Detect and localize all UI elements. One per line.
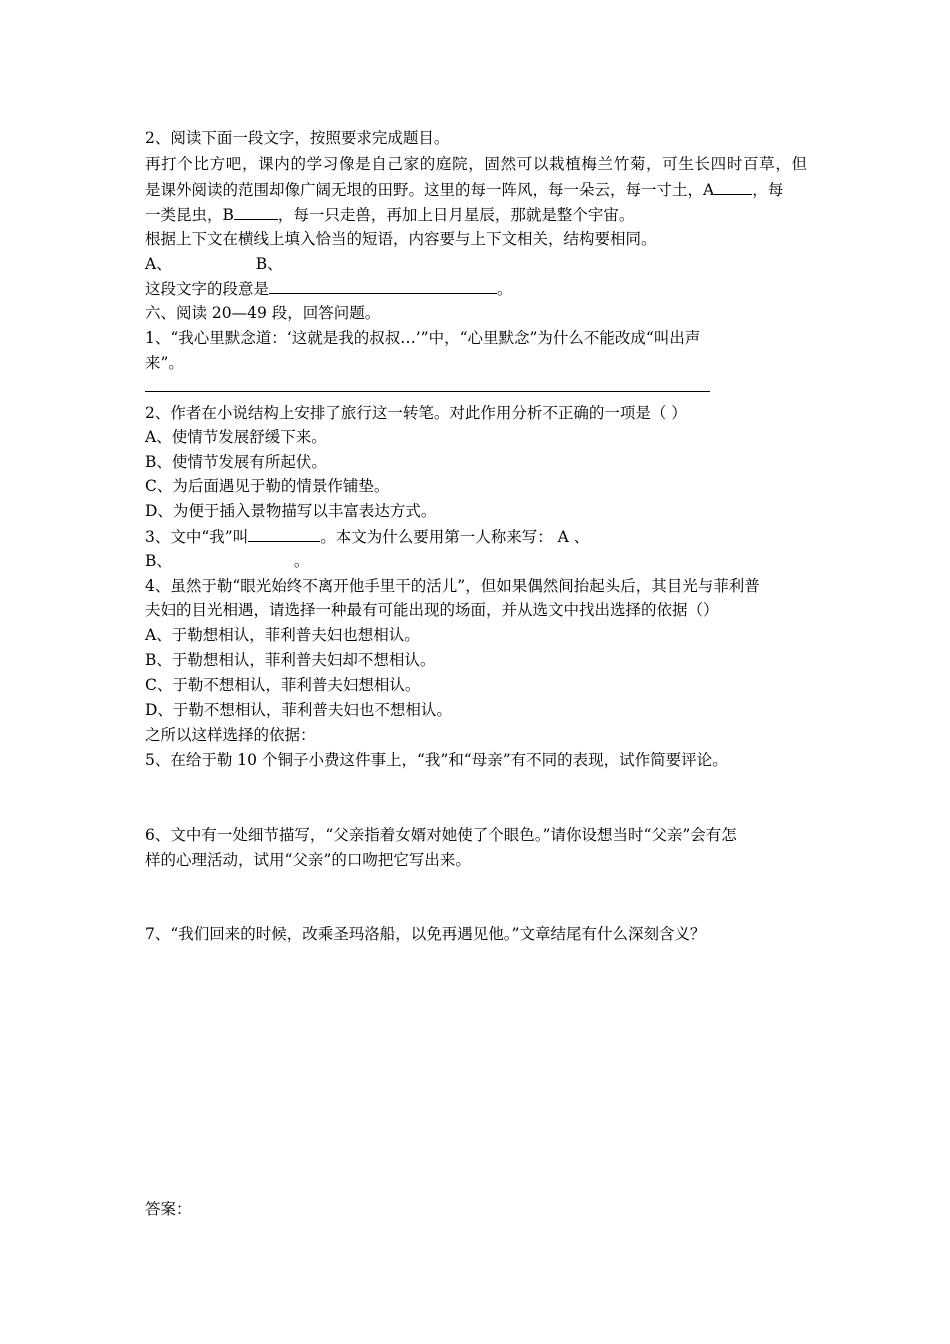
s6-q2-option-a: A、使情节发展舒缓下来。 bbox=[145, 428, 327, 446]
q2-p3-tail: ，每一只走兽，再加上日月星辰，那就是整个宇宙。 bbox=[277, 206, 635, 224]
s6-q5: 5、在给于勒 10 个铜子小费这件事上，“我”和“母亲”有不同的表现，试作简要评论。 bbox=[145, 751, 728, 769]
q2-paragraph-line-3 bbox=[145, 204, 634, 225]
q2-heading: 2、阅读下面一段文字，按照要求完成题目。 bbox=[145, 129, 450, 147]
s6-q1-line-1: 1、“我心里默念道：‘这就是我的叔叔…’”中，“心里默念”为什么不能改成“叫出声 bbox=[145, 329, 701, 347]
s6-q1-answer-line[interactable] bbox=[145, 391, 710, 392]
s6-q3-b-end: 。 bbox=[293, 552, 310, 570]
s6-q3-blank[interactable] bbox=[248, 526, 320, 542]
q2-instruction: 根据上下文在横线上填入恰当的短语，内容要与上下文相关，结构要相同。 bbox=[145, 230, 657, 248]
s6-q3-b-row bbox=[145, 551, 309, 571]
s6-q4-option-a: A、于勒想相认，菲利普夫妇也想相认。 bbox=[145, 626, 420, 644]
s6-q2-option-d: D、为便于插入景物描写以丰富表达方式。 bbox=[145, 502, 437, 520]
s6-q4-line-2: 夫妇的目光相遇，请选择一种最有可能出现的场面，并从选文中找出选择的依据（） bbox=[145, 601, 719, 619]
s6-q7: 7、“我们回来的时候，改乘圣玛洛船，以免再遇见他。”文章结尾有什么深刻含义？ bbox=[145, 925, 706, 943]
q2-answers-row bbox=[145, 254, 283, 274]
s6-q3-text: 3、文中“我”叫 bbox=[145, 528, 249, 546]
s6-q3-b-label: B、 bbox=[145, 552, 172, 570]
answer-a-label: A、 bbox=[145, 255, 172, 273]
meaning-blank[interactable] bbox=[269, 278, 497, 294]
q2-p3-text: 一类昆虫，B bbox=[145, 206, 234, 224]
s6-q1-line-2: 来”。 bbox=[145, 354, 184, 372]
s6-q4-option-b: B、于勒想相认，菲利普夫妇却不想相认。 bbox=[145, 651, 436, 669]
answers-heading: 答案： bbox=[145, 1200, 192, 1218]
s6-q4-line-1: 4、虽然于勒“眼光始终不离开他手里干的活儿”，但如果偶然间抬起头后，其目光与菲利普 bbox=[145, 577, 760, 595]
q2-meaning bbox=[145, 278, 513, 299]
q2-meaning-text: 这段文字的段意是 bbox=[145, 280, 270, 298]
s6-q6-line-1: 6、文中有一处细节描写，“父亲指着女婿对她使了个眼色。”请你设想当时“父亲”会有怎 bbox=[145, 826, 737, 844]
section6-heading: 六、阅读 20—49 段，回答问题。 bbox=[145, 304, 381, 322]
s6-q6-line-2: 样的心理活动，试用“父亲”的口吻把它写出来。 bbox=[145, 851, 471, 869]
s6-q3-tail: 。本文为什么要用第一人称来写： A 、 bbox=[320, 528, 590, 546]
q2-p2-tail: ，每 bbox=[752, 181, 784, 199]
q2-meaning-end: 。 bbox=[497, 280, 513, 298]
answer-b-label: B、 bbox=[255, 255, 283, 273]
s6-q2-option-c: C、为后面遇见于勒的情景作铺垫。 bbox=[145, 477, 390, 495]
s6-q3 bbox=[145, 526, 589, 547]
s6-q4-basis: 之所以这样选择的依据： bbox=[145, 726, 316, 744]
s6-q4-option-d: D、于勒不想相认，菲利普夫妇也不想相认。 bbox=[145, 701, 452, 719]
blank-b[interactable] bbox=[234, 204, 278, 220]
s6-q4-option-c: C、于勒不想相认，菲利普夫妇想相认。 bbox=[145, 676, 421, 694]
q2-p2-text: 是课外阅读的范围却像广阔无垠的田野。这里的每一阵风，每一朵云，每一寸土，A bbox=[145, 181, 715, 199]
blank-a[interactable] bbox=[714, 179, 752, 195]
q2-paragraph-line-2 bbox=[145, 179, 807, 200]
s6-q2-option-b: B、使情节发展有所起伏。 bbox=[145, 453, 327, 471]
q2-paragraph-line-1: 再打个比方吧，课内的学习像是自己家的庭院，固然可以栽植梅兰竹菊，可生长四时百草，但 bbox=[145, 155, 807, 173]
s6-q2: 2、作者在小说结构上安排了旅行这一转笔。对此作用分析不正确的一项是（ ） bbox=[145, 404, 687, 422]
